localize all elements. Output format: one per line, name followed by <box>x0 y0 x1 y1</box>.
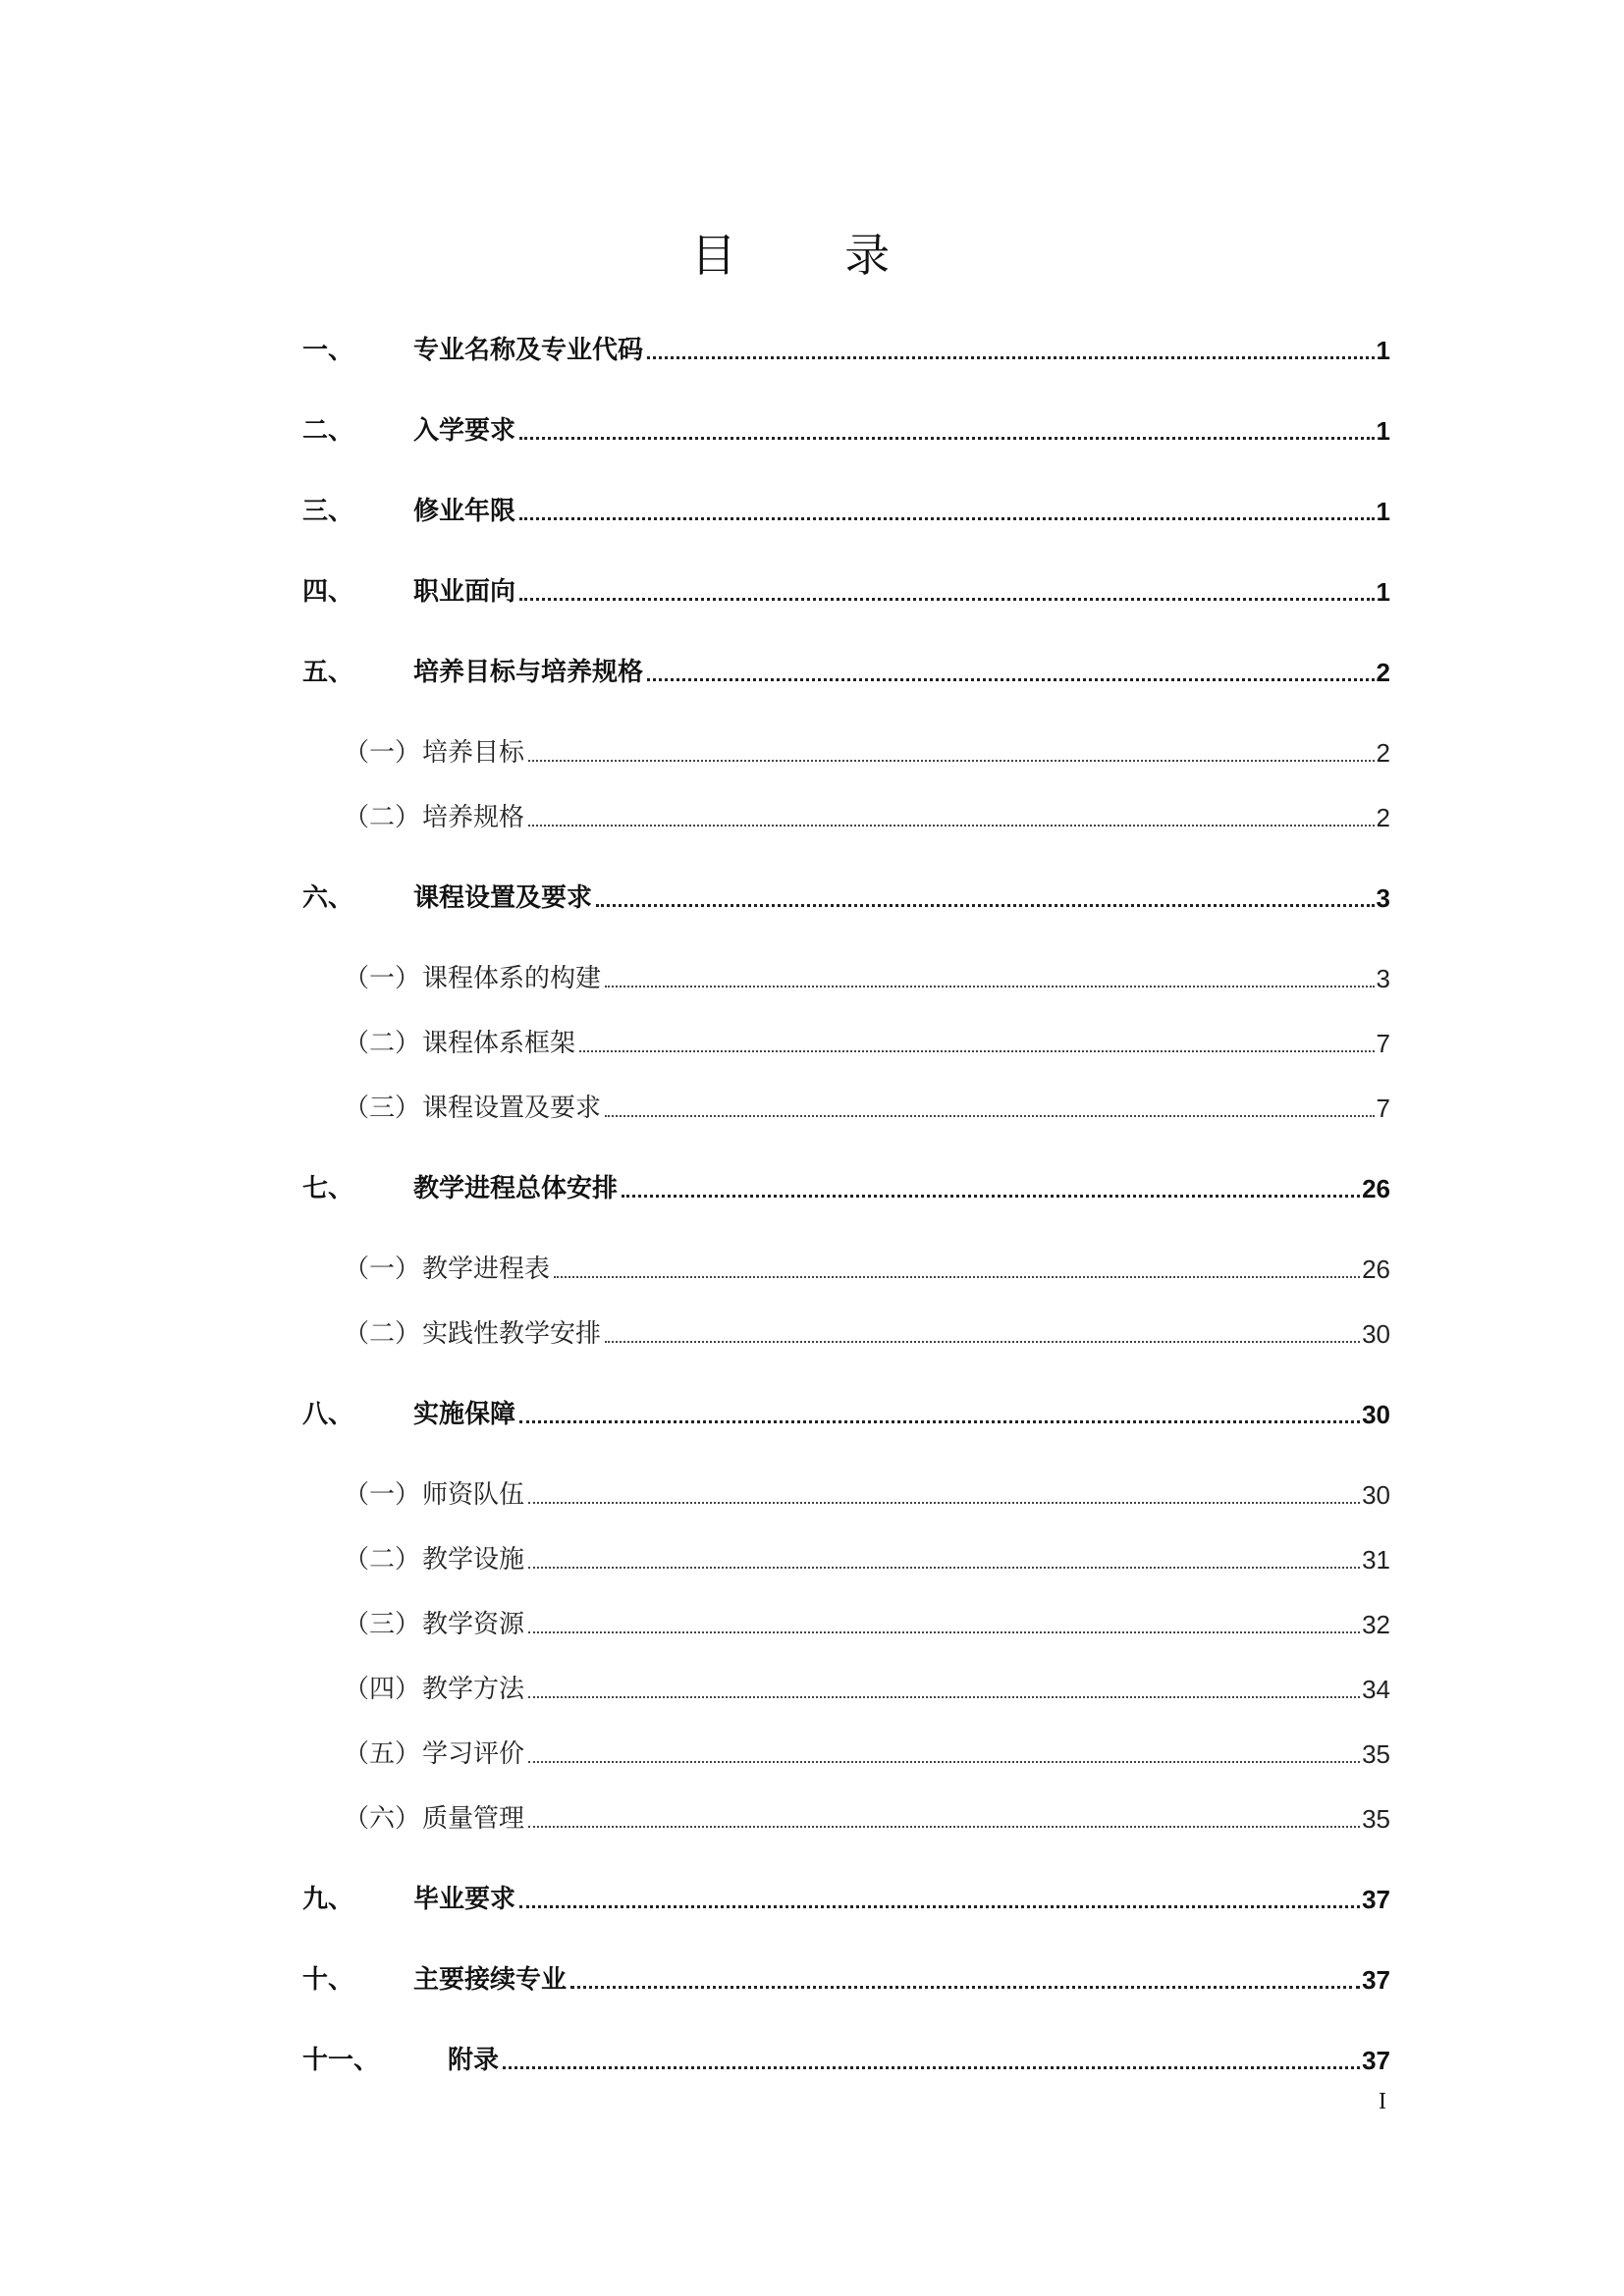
toc-entry-page: 35 <box>1362 1739 1390 1769</box>
toc-entry-page: 7 <box>1376 1094 1390 1123</box>
toc-entry-number: （一） <box>344 1255 421 1284</box>
toc-entry[interactable] <box>302 1663 1390 1706</box>
toc-entry[interactable] <box>302 565 1390 609</box>
toc-entry-label: 教学设施 <box>422 1545 525 1575</box>
toc-entry-label: 毕业要求 <box>413 1885 516 1914</box>
toc-entry-label: 课程设置及要求 <box>422 1094 602 1123</box>
toc-entry-page: 2 <box>1376 658 1390 687</box>
toc-entry-number: （二） <box>344 1545 421 1575</box>
toc-entry-number: 一、 <box>302 336 354 365</box>
dot-leader <box>528 1826 1360 1828</box>
dot-leader <box>554 1276 1360 1278</box>
toc-entry-label: 教学进程表 <box>422 1255 551 1284</box>
toc-entry-page: 1 <box>1376 497 1390 526</box>
dot-leader <box>519 437 1375 440</box>
toc-entry-label: 专业名称及专业代码 <box>413 336 644 365</box>
toc-entry[interactable] <box>302 1082 1390 1125</box>
toc-entry[interactable] <box>302 1468 1390 1512</box>
toc-entry-number: 十一、 <box>302 2046 380 2075</box>
toc-entry[interactable] <box>302 646 1390 689</box>
toc-entry-number: 九、 <box>302 1885 354 1914</box>
toc-entry-label: 师资队伍 <box>422 1480 525 1510</box>
toc-entry[interactable] <box>302 1598 1390 1641</box>
dot-leader <box>579 1050 1375 1052</box>
toc-entry[interactable] <box>302 1388 1390 1431</box>
toc-entry-page: 30 <box>1362 1480 1390 1510</box>
page-number: I <box>1379 2089 1386 2114</box>
toc-entry-number: （一） <box>344 964 421 993</box>
toc-entry-page: 1 <box>1376 336 1390 365</box>
toc-entry[interactable] <box>302 404 1390 448</box>
toc-entry-number: （二） <box>344 1319 421 1349</box>
toc-entry-number: 四、 <box>302 577 354 607</box>
dot-leader <box>528 825 1375 827</box>
toc-entry-label: 培养目标 <box>422 738 525 768</box>
dot-leader <box>622 1195 1360 1198</box>
toc-entry-page: 32 <box>1362 1610 1390 1639</box>
toc-entry[interactable] <box>302 1308 1390 1351</box>
dot-leader <box>519 517 1375 520</box>
dot-leader <box>647 678 1375 681</box>
toc-entry-number: （一） <box>344 738 421 768</box>
toc-entry[interactable] <box>302 1792 1390 1836</box>
toc-entry-page: 3 <box>1376 883 1390 913</box>
toc-entry-label: 教学资源 <box>422 1610 525 1639</box>
toc-entry-label: 课程设置及要求 <box>413 883 593 913</box>
dot-leader <box>528 1567 1360 1569</box>
dot-leader <box>503 2066 1360 2069</box>
toc-entry[interactable] <box>302 1728 1390 1771</box>
toc-entry-page: 2 <box>1376 803 1390 832</box>
toc-entry-number: （四） <box>344 1675 421 1704</box>
toc-entry-label: 实践性教学安排 <box>422 1319 602 1349</box>
toc-entry[interactable] <box>302 1533 1390 1576</box>
dot-leader <box>528 1761 1360 1763</box>
toc-entry-page: 30 <box>1362 1319 1390 1349</box>
toc-entry-page: 31 <box>1362 1545 1390 1575</box>
toc-entry[interactable] <box>302 726 1390 770</box>
dot-leader <box>647 356 1375 359</box>
toc-entry-page: 37 <box>1362 2046 1390 2075</box>
dot-leader <box>519 598 1375 601</box>
toc-entry-page: 3 <box>1376 964 1390 993</box>
dot-leader <box>528 760 1375 762</box>
toc-entry-number: 七、 <box>302 1174 354 1203</box>
toc-entry-label: 课程体系的构建 <box>422 964 602 993</box>
toc-entry[interactable] <box>302 1953 1390 1997</box>
toc-entry[interactable] <box>302 1873 1390 1916</box>
dot-leader <box>605 986 1375 988</box>
toc-entry-number: （二） <box>344 1029 421 1058</box>
toc-entry[interactable] <box>302 485 1390 528</box>
toc-entry-page: 35 <box>1362 1804 1390 1834</box>
toc-entry-label: 教学进程总体安排 <box>413 1174 619 1203</box>
toc-entry-number: 十、 <box>302 1965 354 1995</box>
toc-entry[interactable] <box>302 872 1390 915</box>
toc-entry-number: 五、 <box>302 658 354 687</box>
toc-entry-page: 30 <box>1362 1400 1390 1429</box>
toc-entry-number: （三） <box>344 1610 421 1639</box>
toc-entry-label: 实施保障 <box>413 1400 516 1429</box>
dot-leader <box>528 1502 1360 1504</box>
dot-leader <box>519 1420 1360 1423</box>
dot-leader <box>528 1631 1360 1633</box>
toc-entry-label: 修业年限 <box>413 497 516 526</box>
toc-entry-number: 三、 <box>302 497 354 526</box>
toc-entry-label: 附录 <box>448 2046 500 2075</box>
dot-leader <box>605 1341 1360 1343</box>
toc-entry[interactable] <box>302 791 1390 834</box>
toc-entry-page: 7 <box>1376 1029 1390 1058</box>
toc-entry-number: （二） <box>344 803 421 832</box>
toc-entry-page: 2 <box>1376 738 1390 768</box>
toc-entry-page: 37 <box>1362 1965 1390 1995</box>
toc-entry[interactable] <box>302 1243 1390 1286</box>
toc-entry-label: 学习评价 <box>422 1739 525 1769</box>
toc-entry-label: 课程体系框架 <box>422 1029 576 1058</box>
toc-entry-number: （六） <box>344 1804 421 1834</box>
dot-leader <box>528 1696 1360 1698</box>
page-title: 目 录 <box>690 229 938 282</box>
toc-entry-number: 六、 <box>302 883 354 913</box>
toc-entry-number: （三） <box>344 1094 421 1123</box>
toc-entry-label: 主要接续专业 <box>413 1965 568 1995</box>
dot-leader <box>605 1115 1375 1117</box>
toc-entry-label: 培养目标与培养规格 <box>413 658 644 687</box>
toc-entry-page: 1 <box>1376 577 1390 607</box>
toc-entry-label: 教学方法 <box>422 1675 525 1704</box>
toc-entry-page: 37 <box>1362 1885 1390 1914</box>
dot-leader <box>570 1986 1360 1989</box>
toc-entry-label: 入学要求 <box>413 416 516 446</box>
toc-entry-page: 26 <box>1362 1174 1390 1203</box>
toc-entry[interactable] <box>302 324 1390 367</box>
toc-entry-label: 质量管理 <box>422 1804 525 1834</box>
toc-entry-number: 八、 <box>302 1400 354 1429</box>
toc-entry-page: 1 <box>1376 416 1390 446</box>
dot-leader <box>519 1905 1360 1908</box>
toc-entry-page: 26 <box>1362 1255 1390 1284</box>
toc-entry-label: 职业面向 <box>413 577 516 607</box>
toc-entry[interactable] <box>302 2034 1390 2077</box>
toc-entry[interactable] <box>302 1162 1390 1205</box>
toc-entry-number: （五） <box>344 1739 421 1769</box>
toc-entry[interactable] <box>302 952 1390 995</box>
dot-leader <box>596 904 1375 907</box>
toc-entry-page: 34 <box>1362 1675 1390 1704</box>
toc-entry-number: （一） <box>344 1480 421 1510</box>
toc-entry-label: 培养规格 <box>422 803 525 832</box>
toc-entry-number: 二、 <box>302 416 354 446</box>
toc-entry[interactable] <box>302 1017 1390 1060</box>
